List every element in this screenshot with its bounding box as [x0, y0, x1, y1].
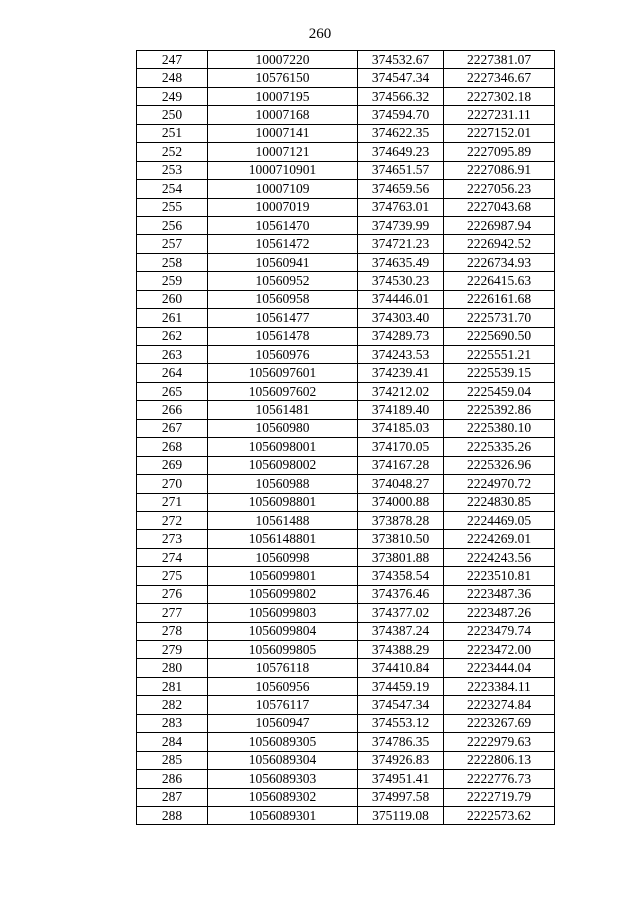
table-row [137, 235, 555, 253]
table-row [137, 751, 555, 769]
x-coordinate-cell: 374212.02 [358, 382, 444, 400]
x-coordinate-cell: 374239.41 [358, 364, 444, 382]
point-number-cell: 249 [137, 87, 208, 105]
x-coordinate-cell: 374997.58 [358, 788, 444, 806]
point-number-cell: 247 [137, 51, 208, 69]
point-id-cell: 1056089303 [208, 770, 358, 788]
point-number-cell: 261 [137, 309, 208, 327]
x-coordinate-cell: 374786.35 [358, 733, 444, 751]
point-number-cell: 283 [137, 714, 208, 732]
x-coordinate-cell: 374651.57 [358, 161, 444, 179]
y-coordinate-cell: 2226734.93 [444, 253, 555, 271]
point-number-cell: 280 [137, 659, 208, 677]
y-coordinate-cell: 2223472.00 [444, 641, 555, 659]
y-coordinate-cell: 2225326.96 [444, 456, 555, 474]
y-coordinate-cell: 2223384.11 [444, 677, 555, 695]
y-coordinate-cell: 2227095.89 [444, 143, 555, 161]
point-number-cell: 282 [137, 696, 208, 714]
point-id-cell: 10561472 [208, 235, 358, 253]
x-coordinate-cell: 374243.53 [358, 346, 444, 364]
table-row [137, 180, 555, 198]
point-id-cell: 10561478 [208, 327, 358, 345]
point-id-cell: 1056098001 [208, 438, 358, 456]
table-row [137, 87, 555, 105]
x-coordinate-cell: 374721.23 [358, 235, 444, 253]
x-coordinate-cell: 374530.23 [358, 272, 444, 290]
point-id-cell: 1056089302 [208, 788, 358, 806]
point-id-cell: 1056097601 [208, 364, 358, 382]
point-id-cell: 1056099802 [208, 585, 358, 603]
x-coordinate-cell: 374289.73 [358, 327, 444, 345]
point-number-cell: 264 [137, 364, 208, 382]
x-coordinate-cell: 373801.88 [358, 548, 444, 566]
point-number-cell: 254 [137, 180, 208, 198]
point-id-cell: 10560958 [208, 290, 358, 308]
x-coordinate-cell: 374532.67 [358, 51, 444, 69]
x-coordinate-cell: 374303.40 [358, 309, 444, 327]
y-coordinate-cell: 2223274.84 [444, 696, 555, 714]
point-number-cell: 278 [137, 622, 208, 640]
coordinates-table [136, 50, 555, 825]
table-row [137, 714, 555, 732]
table-row [137, 309, 555, 327]
point-number-cell: 285 [137, 751, 208, 769]
x-coordinate-cell: 374358.54 [358, 567, 444, 585]
table-row [137, 143, 555, 161]
x-coordinate-cell: 374951.41 [358, 770, 444, 788]
x-coordinate-cell: 374410.84 [358, 659, 444, 677]
table-row [137, 327, 555, 345]
point-number-cell: 262 [137, 327, 208, 345]
table-row [137, 493, 555, 511]
point-number-cell: 267 [137, 419, 208, 437]
point-id-cell: 10007121 [208, 143, 358, 161]
point-id-cell: 10007141 [208, 124, 358, 142]
point-id-cell: 10576150 [208, 69, 358, 87]
y-coordinate-cell: 2224830.85 [444, 493, 555, 511]
x-coordinate-cell: 374170.05 [358, 438, 444, 456]
x-coordinate-cell: 374622.35 [358, 124, 444, 142]
point-number-cell: 255 [137, 198, 208, 216]
table-row [137, 770, 555, 788]
point-number-cell: 286 [137, 770, 208, 788]
point-number-cell: 266 [137, 401, 208, 419]
y-coordinate-cell: 2223479.74 [444, 622, 555, 640]
point-number-cell: 253 [137, 161, 208, 179]
point-id-cell: 10560956 [208, 677, 358, 695]
x-coordinate-cell: 374739.99 [358, 216, 444, 234]
point-id-cell: 10560941 [208, 253, 358, 271]
table-row [137, 382, 555, 400]
table-row [137, 659, 555, 677]
point-id-cell: 1056099804 [208, 622, 358, 640]
x-coordinate-cell: 374388.29 [358, 641, 444, 659]
point-number-cell: 257 [137, 235, 208, 253]
x-coordinate-cell: 374446.01 [358, 290, 444, 308]
point-id-cell: 10007168 [208, 106, 358, 124]
point-id-cell: 10561470 [208, 216, 358, 234]
point-number-cell: 275 [137, 567, 208, 585]
y-coordinate-cell: 2225392.86 [444, 401, 555, 419]
table-row [137, 733, 555, 751]
point-id-cell: 10561477 [208, 309, 358, 327]
point-number-cell: 279 [137, 641, 208, 659]
y-coordinate-cell: 2222776.73 [444, 770, 555, 788]
point-id-cell: 10560998 [208, 548, 358, 566]
x-coordinate-cell: 374553.12 [358, 714, 444, 732]
y-coordinate-cell: 2227302.18 [444, 87, 555, 105]
point-id-cell: 1000710901 [208, 161, 358, 179]
x-coordinate-cell: 375119.08 [358, 806, 444, 824]
x-coordinate-cell: 374659.56 [358, 180, 444, 198]
x-coordinate-cell: 374185.03 [358, 419, 444, 437]
page-number: 260 [308, 26, 332, 42]
point-id-cell: 1056098801 [208, 493, 358, 511]
x-coordinate-cell: 374459.19 [358, 677, 444, 695]
point-number-cell: 268 [137, 438, 208, 456]
x-coordinate-cell: 374763.01 [358, 198, 444, 216]
table-row [137, 401, 555, 419]
point-number-cell: 273 [137, 530, 208, 548]
y-coordinate-cell: 2227346.67 [444, 69, 555, 87]
point-number-cell: 260 [137, 290, 208, 308]
y-coordinate-cell: 2224469.05 [444, 511, 555, 529]
point-id-cell: 10560980 [208, 419, 358, 437]
y-coordinate-cell: 2224970.72 [444, 475, 555, 493]
point-id-cell: 10007019 [208, 198, 358, 216]
y-coordinate-cell: 2225539.15 [444, 364, 555, 382]
point-number-cell: 288 [137, 806, 208, 824]
point-id-cell: 1056089301 [208, 806, 358, 824]
y-coordinate-cell: 2227043.68 [444, 198, 555, 216]
point-id-cell: 10560976 [208, 346, 358, 364]
y-coordinate-cell: 2222573.62 [444, 806, 555, 824]
point-id-cell: 1056099805 [208, 641, 358, 659]
point-number-cell: 252 [137, 143, 208, 161]
point-id-cell: 1056097602 [208, 382, 358, 400]
point-number-cell: 258 [137, 253, 208, 271]
table-row [137, 198, 555, 216]
y-coordinate-cell: 2227056.23 [444, 180, 555, 198]
point-number-cell: 256 [137, 216, 208, 234]
x-coordinate-cell: 373810.50 [358, 530, 444, 548]
y-coordinate-cell: 2226161.68 [444, 290, 555, 308]
point-id-cell: 1056099801 [208, 567, 358, 585]
point-id-cell: 10561481 [208, 401, 358, 419]
y-coordinate-cell: 2223444.04 [444, 659, 555, 677]
table-row [137, 788, 555, 806]
point-number-cell: 287 [137, 788, 208, 806]
table-row [137, 696, 555, 714]
y-coordinate-cell: 2226942.52 [444, 235, 555, 253]
y-coordinate-cell: 2225731.70 [444, 309, 555, 327]
y-coordinate-cell: 2224243.56 [444, 548, 555, 566]
table-row [137, 567, 555, 585]
y-coordinate-cell: 2224269.01 [444, 530, 555, 548]
point-number-cell: 271 [137, 493, 208, 511]
table-row [137, 677, 555, 695]
point-id-cell: 10007220 [208, 51, 358, 69]
point-number-cell: 248 [137, 69, 208, 87]
point-number-cell: 251 [137, 124, 208, 142]
table-row [137, 548, 555, 566]
table-row [137, 253, 555, 271]
table-row [137, 161, 555, 179]
y-coordinate-cell: 2227086.91 [444, 161, 555, 179]
point-number-cell: 284 [137, 733, 208, 751]
x-coordinate-cell: 374635.49 [358, 253, 444, 271]
y-coordinate-cell: 2223487.36 [444, 585, 555, 603]
x-coordinate-cell: 374377.02 [358, 604, 444, 622]
table-row [137, 290, 555, 308]
point-number-cell: 277 [137, 604, 208, 622]
table-row [137, 346, 555, 364]
point-id-cell: 10576118 [208, 659, 358, 677]
y-coordinate-cell: 2222806.13 [444, 751, 555, 769]
y-coordinate-cell: 2225551.21 [444, 346, 555, 364]
y-coordinate-cell: 2225690.50 [444, 327, 555, 345]
x-coordinate-cell: 374000.88 [358, 493, 444, 511]
y-coordinate-cell: 2225459.04 [444, 382, 555, 400]
point-id-cell: 10007195 [208, 87, 358, 105]
table-row [137, 622, 555, 640]
y-coordinate-cell: 2222719.79 [444, 788, 555, 806]
point-number-cell: 272 [137, 511, 208, 529]
point-id-cell: 1056099803 [208, 604, 358, 622]
coordinates-table-body [137, 51, 555, 825]
table-row [137, 124, 555, 142]
point-number-cell: 265 [137, 382, 208, 400]
point-number-cell: 269 [137, 456, 208, 474]
table-row [137, 272, 555, 290]
table-row [137, 69, 555, 87]
table-row [137, 585, 555, 603]
y-coordinate-cell: 2222979.63 [444, 733, 555, 751]
y-coordinate-cell: 2227231.11 [444, 106, 555, 124]
table-row [137, 641, 555, 659]
point-number-cell: 281 [137, 677, 208, 695]
y-coordinate-cell: 2226987.94 [444, 216, 555, 234]
y-coordinate-cell: 2225335.26 [444, 438, 555, 456]
point-id-cell: 1056098002 [208, 456, 358, 474]
table-row [137, 51, 555, 69]
point-number-cell: 250 [137, 106, 208, 124]
x-coordinate-cell: 374189.40 [358, 401, 444, 419]
x-coordinate-cell: 374048.27 [358, 475, 444, 493]
x-coordinate-cell: 374376.46 [358, 585, 444, 603]
point-id-cell: 1056089304 [208, 751, 358, 769]
x-coordinate-cell: 374547.34 [358, 696, 444, 714]
table-row [137, 364, 555, 382]
table-row [137, 438, 555, 456]
y-coordinate-cell: 2226415.63 [444, 272, 555, 290]
point-number-cell: 276 [137, 585, 208, 603]
y-coordinate-cell: 2227381.07 [444, 51, 555, 69]
x-coordinate-cell: 374926.83 [358, 751, 444, 769]
table-row [137, 604, 555, 622]
x-coordinate-cell: 374387.24 [358, 622, 444, 640]
x-coordinate-cell: 373878.28 [358, 511, 444, 529]
y-coordinate-cell: 2227152.01 [444, 124, 555, 142]
y-coordinate-cell: 2223267.69 [444, 714, 555, 732]
point-id-cell: 10560988 [208, 475, 358, 493]
table-row [137, 475, 555, 493]
point-number-cell: 263 [137, 346, 208, 364]
table-row [137, 216, 555, 234]
point-id-cell: 1056148801 [208, 530, 358, 548]
x-coordinate-cell: 374649.23 [358, 143, 444, 161]
y-coordinate-cell: 2225380.10 [444, 419, 555, 437]
point-id-cell: 10576117 [208, 696, 358, 714]
point-number-cell: 274 [137, 548, 208, 566]
point-number-cell: 270 [137, 475, 208, 493]
point-id-cell: 10560947 [208, 714, 358, 732]
point-id-cell: 1056089305 [208, 733, 358, 751]
table-row [137, 106, 555, 124]
y-coordinate-cell: 2223510.81 [444, 567, 555, 585]
point-id-cell: 10007109 [208, 180, 358, 198]
x-coordinate-cell: 374167.28 [358, 456, 444, 474]
x-coordinate-cell: 374566.32 [358, 87, 444, 105]
y-coordinate-cell: 2223487.26 [444, 604, 555, 622]
point-number-cell: 259 [137, 272, 208, 290]
point-id-cell: 10560952 [208, 272, 358, 290]
x-coordinate-cell: 374594.70 [358, 106, 444, 124]
table-row [137, 511, 555, 529]
x-coordinate-cell: 374547.34 [358, 69, 444, 87]
table-row [137, 456, 555, 474]
table-row [137, 806, 555, 824]
table-row [137, 530, 555, 548]
table-row [137, 419, 555, 437]
point-id-cell: 10561488 [208, 511, 358, 529]
